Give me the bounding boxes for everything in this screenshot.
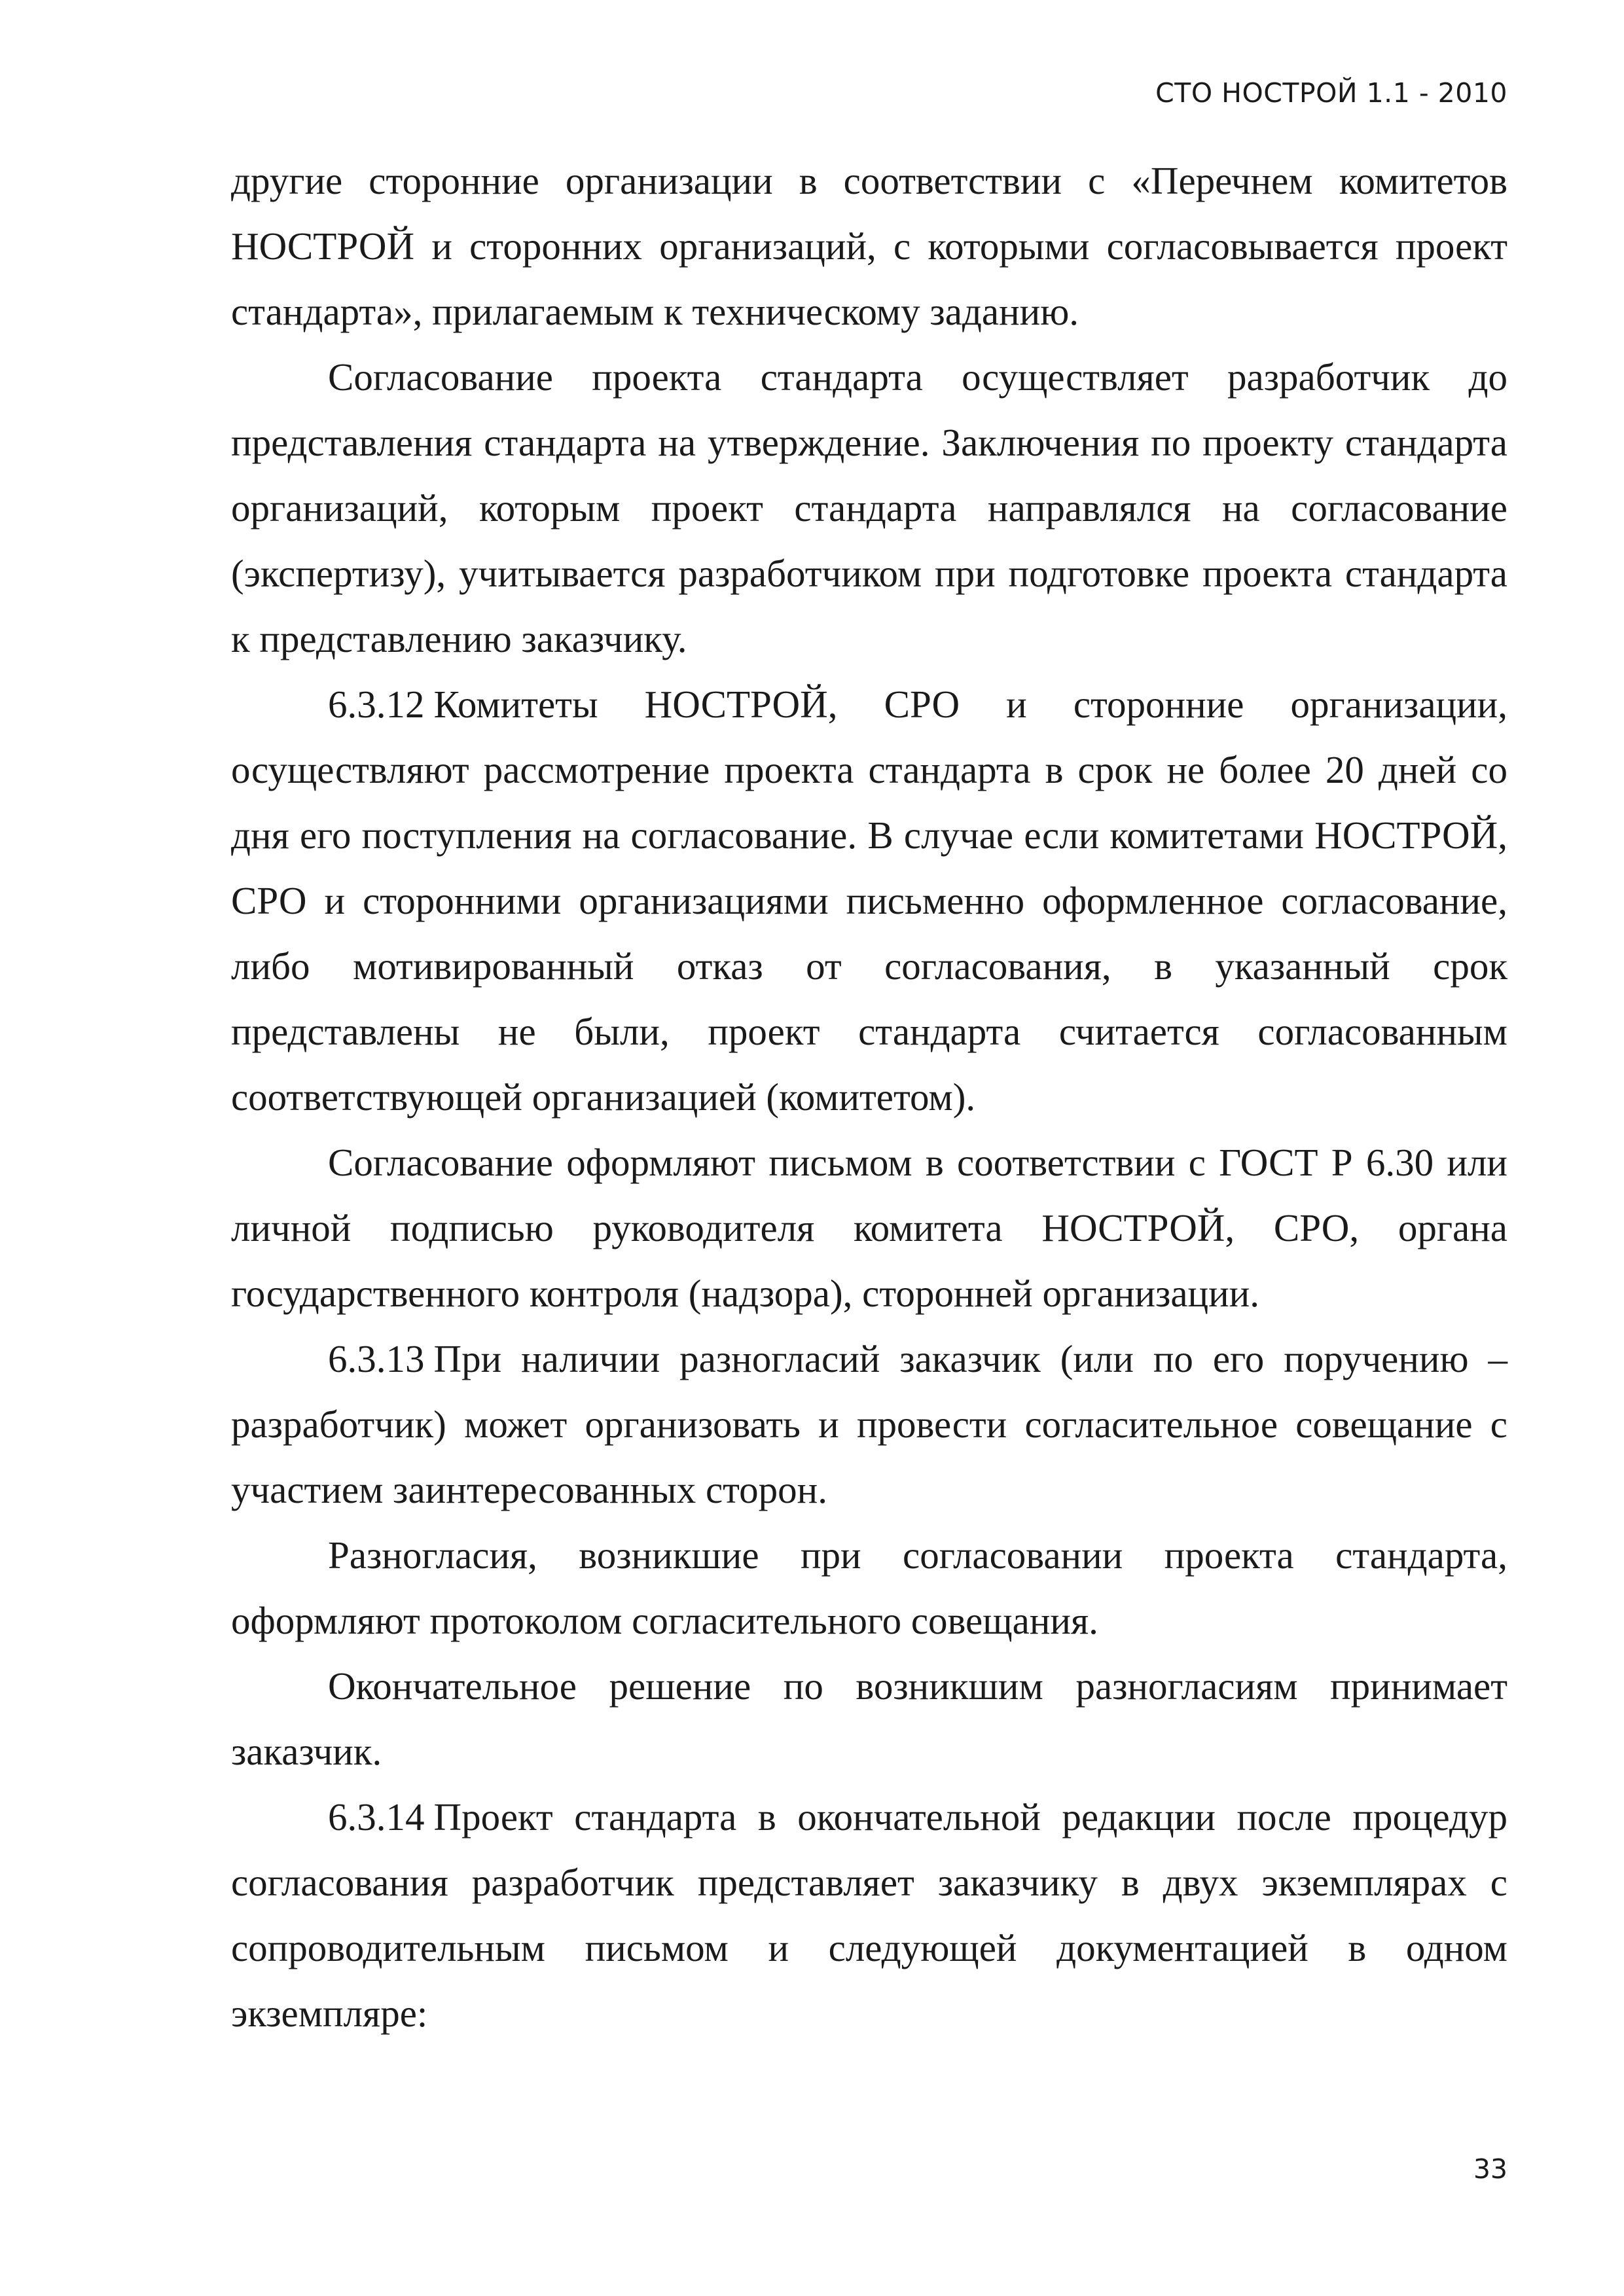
clause-text: Комитеты НОСТРОЙ, СРО и сторонние организации, осуществляют рассмотрение проекта стандарта в срок не более 20 дней со дня его поступления на согласование. В случае если комитетами НОСТРОЙ, СРО и сторонними организациями письменно оформленное согласование, либо мотивированный отказ от согласования, в указанный срок представлены не были, проект стандарта считается согласованным соответствующей организацией (комитетом). <box>231 683 1507 1119</box>
document-body <box>231 148 1507 2046</box>
clause-text: Проект стандарта в окончательной редакции после процедур согласования разработчик представляет заказчику в двух экземплярах с сопроводительным письмом и следующей документацией в одном экземпляре: <box>231 1795 1507 2035</box>
clause-number: 6.3.13 <box>328 1337 425 1380</box>
paragraph-continuation: другие сторонние организации в соответствии с «Перечнем комитетов НОСТРОЙ и сторонних организаций, с которыми согласовывается проект стандарта», прилагаемым к техническому заданию. <box>231 159 1507 333</box>
clause-6-3-12 <box>231 672 1507 1130</box>
clause-text: При наличии разногласий заказчик (или по его поручению – разработчик) может организовать и провести согласительное совещание с участием заинтересованных сторон. <box>231 1337 1507 1511</box>
clause-number: 6.3.12 <box>328 683 425 726</box>
paragraph-approval: Согласование проекта стандарта осуществляет разработчик до представления стандарта на утверждение. Заключения по проекту стандарта организаций, которым проект стандарта направлялся на согласование (экспертизу), учитывается разработчиком при подготовке проекта стандарта к представлению заказчику. <box>231 355 1507 660</box>
clause-6-3-14 <box>231 1784 1507 2046</box>
paragraph-approval-form: Согласование оформляют письмом в соответствии с ГОСТ Р 6.30 или личной подписью руководителя комитета НОСТРОЙ, СРО, органа государственного контроля (надзора), сторонней организации. <box>231 1141 1507 1315</box>
page-number: 33 <box>1473 2153 1507 2185</box>
document-code-header: СТО НОСТРОЙ 1.1 - 2010 <box>1155 77 1507 109</box>
paragraph-final-decision: Окончательное решение по возникшим разногласиям принимает заказчик. <box>231 1664 1507 1773</box>
paragraph-disagreements: Разногласия, возникшие при согласовании проекта стандарта, оформляют протоколом согласительного совещания. <box>231 1534 1507 1642</box>
clause-number: 6.3.14 <box>328 1795 425 1839</box>
clause-6-3-13 <box>231 1326 1507 1522</box>
